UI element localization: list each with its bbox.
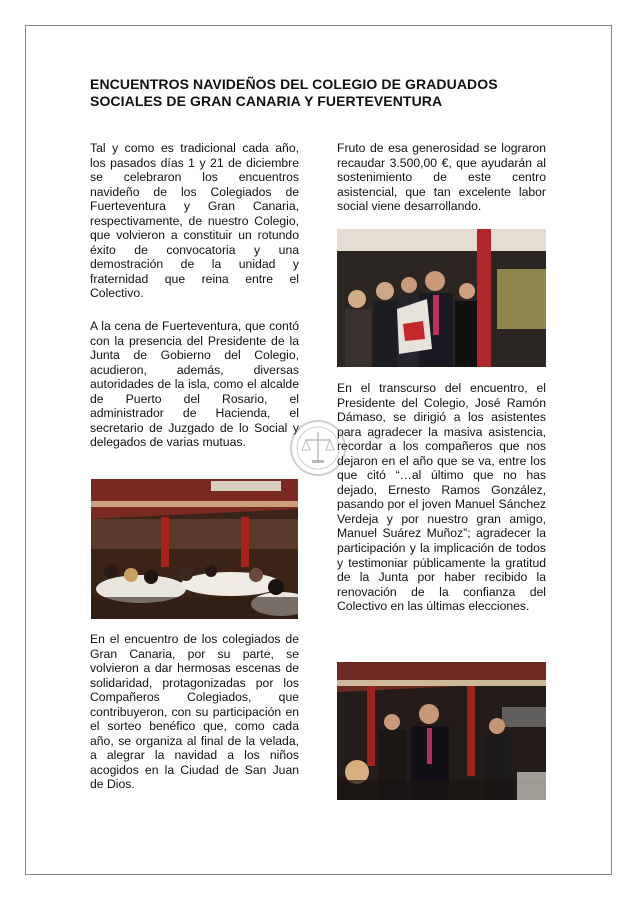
photo-dinner-hall — [91, 479, 298, 619]
photo-speaker — [337, 662, 546, 800]
paragraph-discurso: En el transcurso del encuentro, el Presidente del Colegio, José Ramón Dámaso, se dirigió a los asistentes para agradecer la masiva asistencia, recordar a los compañeros que nos dejaron en el año que se va, entre los que citó “…al último que no has dejado, Ernesto Ramos González, pasando por el joven Manuel Sánchez Verdeja y por nuestro gran amigo, Manuel Suárez Muñoz”; agradecer la participación y la implicación de todos y testimoniar públicamente la gratitud de la Junta por haber recibido la renovación de la confianza del Colectivo en las últimas elecciones. — [337, 381, 546, 614]
paragraph-fuerteventura: A la cena de Fuerteventura, que contó con la presencia del Presidente de la Junta de Gobierno del Colegio, acudieron, además, diversas autoridades de la isla, como el alcalde de Puerto del Rosario, el administrador de Hacienda, el secretario de Juzgado de lo Social y delegados de varias mutuas. — [90, 319, 299, 450]
paragraph-gran-canaria: En el encuentro de los colegiados de Gran Canaria, por su parte, se volvieron a dar hermosas escenas de solidaridad, protagonizadas por los Compañeros Colegiados, que contribuyeron, con su participación en el sorteo benéfico que, como cada año, se organiza al final de la velada, a alegrar la navidad a los niños acogidos en la Ciudad de San Juan de Dios. — [90, 632, 299, 792]
paragraph-intro: Tal y como es tradicional cada año, los pasados días 1 y 21 de diciembre se celebraron los encuentros navideño de los Colegiados de Fuerteventura y Gran Canaria, respectivamente, de nuestro Colegio, que volvieron a constituir un rotundo éxito de convocatoria y una demostración de la unidad y fraternidad que reina entre el Colectivo. — [90, 141, 299, 301]
colegio-seal-watermark — [290, 420, 346, 476]
photo-group-gift — [337, 229, 546, 367]
article-title: ENCUENTROS NAVIDEÑOS DEL COLEGIO DE GRADUADOS SOCIALES DE GRAN CANARIA Y FUERTEVENTURA — [90, 76, 498, 109]
paragraph-recaudacion: Fruto de esa generosidad se lograron recaudar 3.500,00 €, que ayudarán al sostenimiento de este centro asistencial, que tan excelente labor social viene desarrollando. — [337, 141, 546, 214]
